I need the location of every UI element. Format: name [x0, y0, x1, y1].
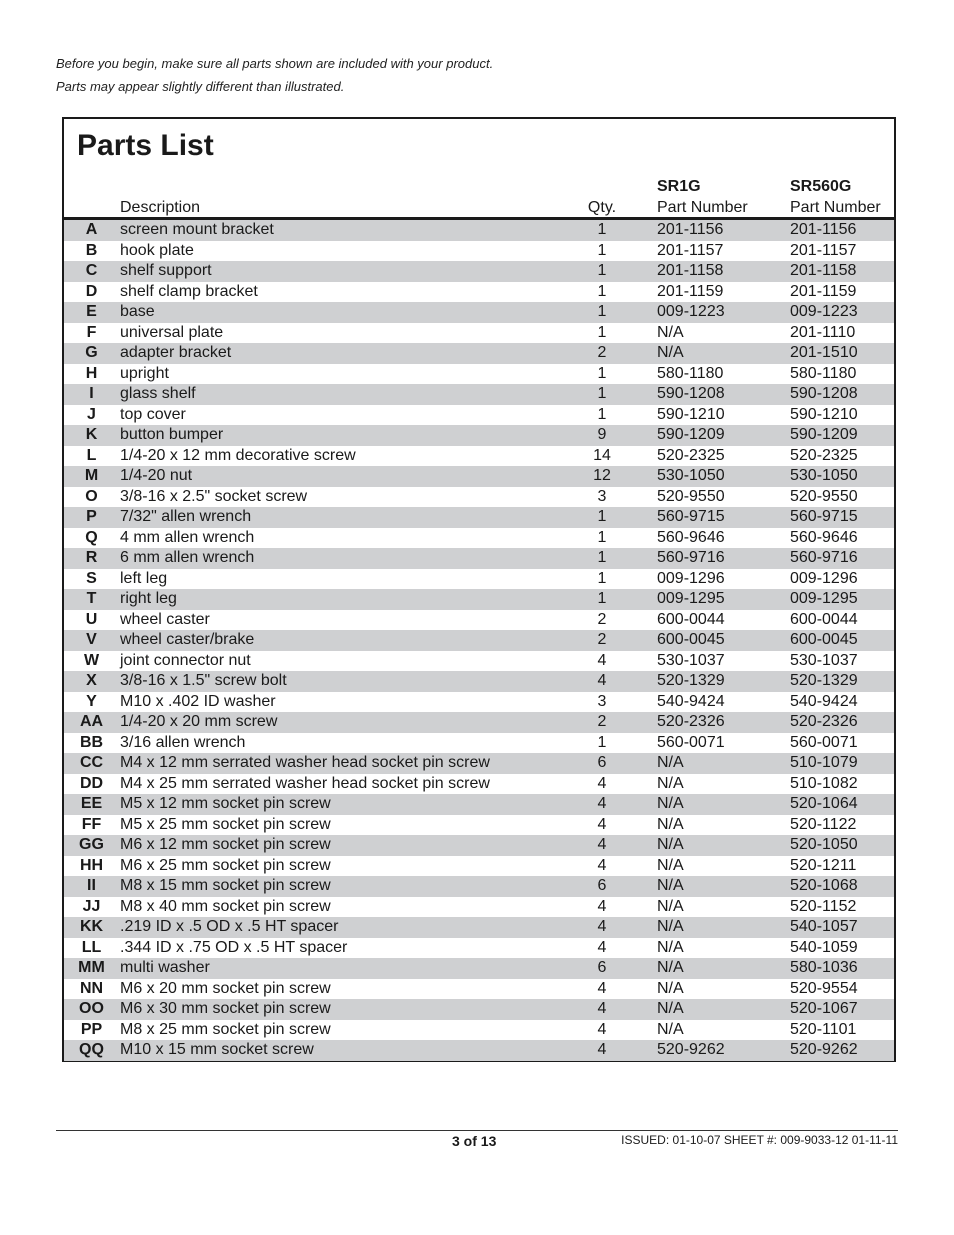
sr1g-model-header: SR1G [657, 178, 701, 195]
table-row [64, 241, 894, 262]
sr1g-part-number: N/A [657, 959, 684, 976]
intro-line-1: Before you begin, make sure all parts shown are included with your product. [56, 56, 494, 71]
part-description: 3/16 allen wrench [120, 733, 246, 751]
part-letter: K [85, 426, 98, 443]
sr1g-part-number-header: Part Number [657, 199, 748, 216]
part-quantity: 1 [597, 569, 607, 587]
table-row [64, 405, 894, 426]
part-letter: KK [79, 918, 104, 935]
part-letter: P [86, 508, 97, 525]
sr1g-part-number: 009-1295 [657, 590, 725, 607]
part-description: 1/4-20 x 12 mm decorative screw [120, 446, 356, 464]
part-description: 1/4-20 x 20 mm screw [120, 713, 278, 730]
table-row [64, 835, 894, 856]
sr1g-part-number: N/A [657, 1020, 684, 1038]
sr1g-part-number: N/A [657, 795, 684, 812]
part-quantity: 1 [597, 303, 607, 320]
description-header: Description [120, 199, 201, 216]
part-description: M6 x 12 mm socket pin screw [120, 836, 331, 853]
table-row [64, 753, 894, 774]
table-row [64, 999, 894, 1020]
sr560g-part-number: 560-0071 [790, 733, 858, 751]
sr560g-part-number: 530-1050 [790, 467, 858, 484]
sr1g-part-number: N/A [657, 1000, 684, 1017]
sr1g-part-number: 560-9646 [657, 528, 725, 546]
part-letter: PP [80, 1020, 103, 1038]
part-quantity: 1 [597, 733, 607, 751]
table-row [64, 507, 894, 528]
parts-list-box [62, 117, 896, 1062]
table-row [64, 794, 894, 815]
part-description: 7/32" allen wrench [120, 508, 252, 525]
sr560g-part-number: 201-1156 [790, 221, 857, 238]
part-description: M5 x 25 mm socket pin screw [120, 815, 331, 833]
sr1g-part-number: N/A [657, 897, 684, 915]
sr1g-part-number: 540-9424 [657, 692, 725, 710]
part-letter: Q [85, 528, 98, 546]
sr560g-part-number: 009-1223 [790, 303, 858, 320]
part-description: wheel caster [120, 610, 210, 628]
sr1g-part-number: 560-9716 [657, 549, 725, 566]
part-letter: LL [81, 938, 102, 956]
part-description: upright [120, 364, 169, 382]
part-letter: NN [79, 979, 104, 997]
part-description: shelf support [120, 262, 212, 279]
page-title: Parts List [77, 129, 214, 162]
part-description: M10 x 15 mm socket screw [120, 1041, 314, 1058]
part-letter: G [85, 344, 98, 361]
part-quantity: 1 [597, 405, 607, 423]
part-letter: O [85, 487, 98, 505]
part-letter: D [85, 282, 98, 300]
part-quantity: 4 [597, 918, 607, 935]
table-row [64, 466, 894, 487]
sr1g-part-number: 201-1159 [657, 282, 724, 300]
sr1g-part-number: N/A [657, 836, 684, 853]
table-row [64, 938, 894, 959]
part-letter: BB [79, 733, 104, 751]
table-row [64, 548, 894, 569]
part-quantity: 4 [597, 672, 607, 689]
part-description: .344 ID x .75 OD x .5 HT spacer [120, 938, 348, 956]
part-description: 1/4-20 nut [120, 467, 193, 484]
part-letter: AA [79, 713, 104, 730]
sr1g-part-number: 530-1050 [657, 467, 725, 484]
sr1g-part-number: N/A [657, 754, 684, 771]
sr560g-part-number: 560-9715 [790, 508, 858, 525]
sr1g-part-number: 520-9262 [657, 1041, 725, 1058]
table-row [64, 323, 894, 344]
part-description: base [120, 303, 155, 320]
part-letter: V [86, 631, 97, 648]
table-row [64, 774, 894, 795]
sr1g-part-number: 590-1208 [657, 385, 725, 402]
part-letter: MM [78, 959, 105, 976]
part-description: shelf clamp bracket [120, 282, 258, 300]
part-letter: I [89, 385, 94, 402]
sr560g-part-number: 520-9262 [790, 1041, 858, 1058]
sr560g-part-number: 530-1037 [790, 651, 858, 669]
table-row [64, 261, 894, 282]
part-quantity: 2 [597, 631, 607, 648]
sr1g-part-number: 009-1223 [657, 303, 725, 320]
sr1g-part-number: 520-2325 [657, 446, 725, 464]
sr560g-part-number: 560-9716 [790, 549, 858, 566]
part-description: M10 x .402 ID washer [120, 692, 276, 710]
part-letter: H [85, 364, 98, 382]
part-quantity: 4 [597, 1041, 607, 1058]
sr560g-model-header: SR560G [790, 178, 852, 195]
part-quantity: 4 [597, 938, 607, 956]
sr560g-part-number: 520-1211 [790, 856, 857, 874]
part-letter: QQ [79, 1041, 104, 1058]
part-quantity: 6 [597, 877, 607, 894]
sr1g-part-number: 009-1296 [657, 569, 725, 587]
sr560g-part-number: 580-1036 [790, 959, 858, 976]
sr1g-part-number: 560-0071 [657, 733, 725, 751]
sr560g-part-number: 520-1050 [790, 836, 858, 853]
part-letter: B [85, 241, 98, 259]
part-description: .219 ID x .5 OD x .5 HT spacer [120, 918, 339, 935]
part-description: 4 mm allen wrench [120, 528, 255, 546]
sr1g-part-number: 560-9715 [657, 508, 725, 525]
sr1g-part-number: 201-1156 [657, 221, 724, 238]
sr1g-part-number: 201-1158 [657, 262, 724, 279]
sr1g-part-number: 520-1329 [657, 672, 725, 689]
table-row [64, 958, 894, 979]
table-row [64, 876, 894, 897]
part-quantity: 12 [593, 467, 611, 484]
part-description: M6 x 30 mm socket pin screw [120, 1000, 331, 1017]
sr560g-part-number: 510-1079 [790, 754, 858, 771]
sr1g-part-number: N/A [657, 815, 684, 833]
table-row [64, 425, 894, 446]
part-letter: OO [79, 1000, 104, 1017]
part-description: left leg [120, 569, 168, 587]
part-letter: R [85, 549, 98, 566]
part-quantity: 14 [593, 446, 611, 464]
part-quantity: 9 [597, 426, 607, 443]
sr560g-part-number: 510-1082 [790, 774, 858, 792]
sr560g-part-number: 520-1068 [790, 877, 858, 894]
sr560g-part-number: 520-2326 [790, 713, 858, 730]
issued-info: ISSUED: 01-10-07 SHEET #: 009-9033-12 01-11-11 [621, 1133, 898, 1147]
part-letter: C [85, 262, 98, 279]
part-description: hook plate [120, 241, 194, 259]
part-description: universal plate [120, 323, 224, 341]
sr560g-part-number-header: Part Number [790, 199, 881, 216]
part-letter: JJ [82, 897, 101, 915]
sr560g-part-number: 520-1122 [790, 815, 857, 833]
table-row [64, 815, 894, 836]
table-row [64, 302, 894, 323]
sr560g-part-number: 520-1101 [790, 1020, 857, 1038]
part-quantity: 4 [597, 836, 607, 853]
part-quantity: 4 [597, 1000, 607, 1017]
parts-table-body [64, 220, 894, 1061]
part-description: 6 mm allen wrench [120, 549, 255, 566]
sr560g-part-number: 590-1209 [790, 426, 858, 443]
part-quantity: 4 [597, 774, 607, 792]
qty-header: Qty. [587, 199, 617, 216]
sr560g-part-number: 520-1064 [790, 795, 858, 812]
part-quantity: 4 [597, 795, 607, 812]
sr560g-part-number: 590-1210 [790, 405, 858, 423]
sr1g-part-number: 590-1210 [657, 405, 725, 423]
part-letter: Y [86, 692, 97, 710]
footer-divider [56, 1130, 898, 1131]
table-row [64, 610, 894, 631]
part-description: M4 x 25 mm serrated washer head socket pin screw [120, 774, 490, 792]
table-row [64, 671, 894, 692]
intro-line-2: Parts may appear slightly different than illustrated. [56, 79, 345, 94]
page-number: 3 of 13 [452, 1133, 497, 1149]
part-description: M8 x 25 mm socket pin screw [120, 1020, 331, 1038]
part-description: 3/8-16 x 2.5" socket screw [120, 487, 308, 505]
sr560g-part-number: 520-1067 [790, 1000, 858, 1017]
sr1g-part-number: N/A [657, 323, 684, 341]
sr560g-part-number: 520-1329 [790, 672, 858, 689]
sr1g-part-number: N/A [657, 918, 684, 935]
part-quantity: 4 [597, 815, 607, 833]
part-quantity: 4 [597, 979, 607, 997]
table-row [64, 364, 894, 385]
part-quantity: 1 [597, 282, 607, 300]
part-description: right leg [120, 590, 177, 607]
sr1g-part-number: 201-1157 [657, 241, 724, 259]
table-row [64, 733, 894, 754]
part-quantity: 4 [597, 651, 607, 669]
part-letter: GG [79, 836, 104, 853]
sr1g-part-number: 520-2326 [657, 713, 725, 730]
part-description: M8 x 15 mm socket pin screw [120, 877, 331, 894]
table-row [64, 897, 894, 918]
part-letter: E [86, 303, 97, 320]
sr560g-part-number: 600-0044 [790, 610, 858, 628]
part-quantity: 1 [597, 241, 607, 259]
sr560g-part-number: 201-1157 [790, 241, 857, 259]
part-letter: W [83, 651, 100, 669]
part-description: M6 x 25 mm socket pin screw [120, 856, 331, 874]
sr560g-part-number: 201-1158 [790, 262, 857, 279]
table-row [64, 1040, 894, 1061]
part-quantity: 1 [597, 528, 607, 546]
part-letter: II [87, 877, 96, 894]
part-description: M8 x 40 mm socket pin screw [120, 897, 331, 915]
intro-notes [56, 52, 493, 98]
part-letter: F [86, 323, 97, 341]
part-letter: CC [79, 754, 104, 771]
sr560g-part-number: 580-1180 [790, 364, 857, 382]
sr560g-part-number: 540-1057 [790, 918, 858, 935]
sr1g-part-number: N/A [657, 979, 684, 997]
table-row [64, 384, 894, 405]
sr560g-part-number: 560-9646 [790, 528, 858, 546]
table-row [64, 1020, 894, 1041]
part-quantity: 1 [597, 221, 607, 238]
sr560g-part-number: 590-1208 [790, 385, 858, 402]
part-description: multi washer [120, 959, 210, 976]
table-row [64, 343, 894, 364]
sr560g-part-number: 520-2325 [790, 446, 858, 464]
part-letter: X [86, 672, 97, 689]
table-row [64, 979, 894, 1000]
part-quantity: 1 [597, 323, 607, 341]
part-letter: EE [80, 795, 103, 812]
sr560g-part-number: 009-1296 [790, 569, 858, 587]
part-description: screen mount bracket [120, 221, 274, 238]
sr560g-part-number: 600-0045 [790, 631, 858, 648]
part-quantity: 1 [597, 549, 607, 566]
table-row [64, 487, 894, 508]
part-letter: L [86, 446, 97, 464]
sr560g-part-number: 520-9550 [790, 487, 858, 505]
part-description: adapter bracket [120, 344, 232, 361]
sr560g-part-number: 520-1152 [790, 897, 857, 915]
part-quantity: 1 [597, 385, 607, 402]
table-row [64, 856, 894, 877]
table-row [64, 282, 894, 303]
sr560g-part-number: 201-1159 [790, 282, 857, 300]
sr1g-part-number: 520-9550 [657, 487, 725, 505]
part-description: 3/8-16 x 1.5" screw bolt [120, 672, 287, 689]
part-quantity: 1 [597, 262, 607, 279]
table-row [64, 651, 894, 672]
part-letter: FF [81, 815, 102, 833]
table-row [64, 528, 894, 549]
part-quantity: 6 [597, 754, 607, 771]
part-letter: J [87, 405, 96, 423]
part-description: M4 x 12 mm serrated washer head socket pin screw [120, 754, 490, 771]
part-quantity: 3 [597, 487, 607, 505]
sr1g-part-number: N/A [657, 856, 684, 874]
table-row [64, 630, 894, 651]
table-row [64, 589, 894, 610]
part-quantity: 2 [597, 610, 607, 628]
sr1g-part-number: 580-1180 [657, 364, 724, 382]
sr560g-part-number: 540-9424 [790, 692, 858, 710]
part-letter: U [85, 610, 98, 628]
part-quantity: 2 [597, 344, 607, 361]
part-quantity: 6 [597, 959, 607, 976]
table-row [64, 569, 894, 590]
sr1g-part-number: N/A [657, 877, 684, 894]
table-row [64, 692, 894, 713]
table-row [64, 712, 894, 733]
sr1g-part-number: 590-1209 [657, 426, 725, 443]
sr560g-part-number: 540-1059 [790, 938, 858, 956]
sr560g-part-number: 520-9554 [790, 979, 858, 997]
part-quantity: 2 [597, 713, 607, 730]
part-description: wheel caster/brake [120, 631, 255, 648]
part-quantity: 4 [597, 897, 607, 915]
part-quantity: 3 [597, 692, 607, 710]
part-letter: S [86, 569, 97, 587]
part-description: M6 x 20 mm socket pin screw [120, 979, 331, 997]
part-quantity: 4 [597, 856, 607, 874]
part-letter: HH [79, 856, 104, 874]
part-description: glass shelf [120, 385, 196, 402]
part-description: top cover [120, 405, 186, 423]
part-quantity: 1 [597, 364, 607, 382]
sr560g-part-number: 201-1110 [790, 323, 856, 341]
table-row [64, 446, 894, 467]
part-description: M5 x 12 mm socket pin screw [120, 795, 331, 812]
part-quantity: 1 [597, 508, 607, 525]
sr1g-part-number: 600-0045 [657, 631, 725, 648]
sr1g-part-number: N/A [657, 344, 684, 361]
sr1g-part-number: N/A [657, 938, 684, 956]
part-description: joint connector nut [120, 651, 251, 669]
part-letter: A [85, 221, 98, 238]
part-letter: T [86, 590, 97, 607]
part-letter: DD [79, 774, 104, 792]
part-description: button bumper [120, 426, 224, 443]
part-letter: M [84, 467, 99, 484]
table-row [64, 917, 894, 938]
part-quantity: 4 [597, 1020, 607, 1038]
sr560g-part-number: 201-1510 [790, 344, 858, 361]
sr1g-part-number: N/A [657, 774, 684, 792]
sr1g-part-number: 600-0044 [657, 610, 725, 628]
table-row [64, 220, 894, 241]
sr1g-part-number: 530-1037 [657, 651, 725, 669]
part-quantity: 1 [597, 590, 607, 607]
sr560g-part-number: 009-1295 [790, 590, 858, 607]
